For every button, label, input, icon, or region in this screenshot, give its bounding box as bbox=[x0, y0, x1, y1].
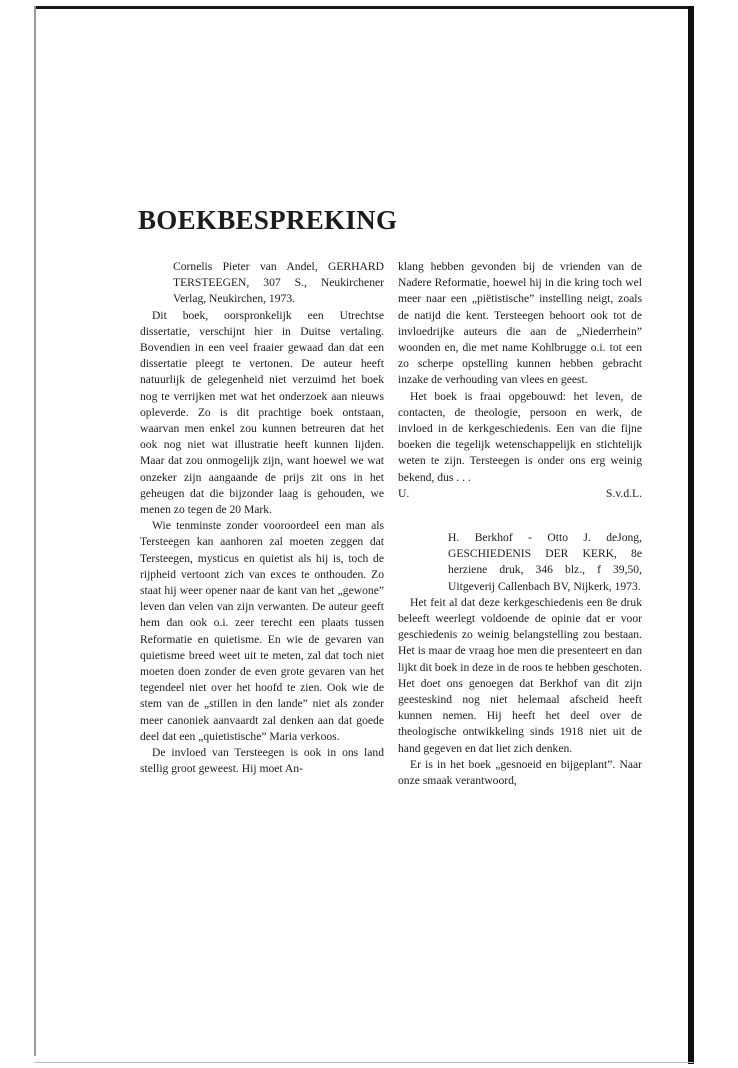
book-reference-kerkgeschiedenis: H. Berkhof - Otto J. deJong, GESCHIEDENIS DER KERK, 8e herziene druk, 346 blz., f 39,50, Uitgeverij Callenbach BV, Nijkerk, 1973. bbox=[448, 531, 642, 593]
page-border-bottom bbox=[34, 1062, 694, 1063]
review-paragraph: Er is in het boek „gesnoeid en bijgeplant”. Naar onze smaak verantwoord, bbox=[398, 757, 642, 788]
left-column bbox=[140, 259, 384, 778]
book-reference-tersteegen: Cornelis Pieter van Andel, GERHARD TERSTEEGEN, 307 S., Neukirchener Verlag, Neukirchen, 1973. bbox=[173, 260, 384, 306]
spacer bbox=[398, 502, 642, 530]
review-paragraph: klang hebben gevonden bij de vrienden van de Nadere Reformatie, hoewel hij in die kring toch wel meer naar een „piëtistische” instelling neigt, zoals de natijd die kent. Tersteegen behoort ook tot de invloedrijke auteurs die aan de „Niederrhein” woonden en, die met name Kohlbrugge o.i. tot een zo scherpe opstelling kunnen hebben gebracht inzake de verhouding van vlees en geest. bbox=[398, 260, 642, 387]
page-border-left bbox=[34, 6, 36, 1056]
review-paragraph: Dit boek, oorspronkelijk een Utrechtse dissertatie, verschijnt hier in Duitse vertaling. Bovendien in een veel fraaier gewaad dan dat een dissertatie pleegt te vertonen. De auteur heeft natuurlijk de gelegenheid niet verzuimd het boek nog te verrijken met wat het onderzoek aan nieuws opleverde. Zo is dit prachtige boek ontstaan, waarvan men enkel zou kunnen betreuren dat het ook nog niet wat illustratie heeft kunnen lijden. Maar dat zou onmogelijk zijn, want hoewel we wat onzeker zijn aangaande de prijs zit ons in het geheugen dat die bijzonder laag is gehouden, we menen zo tegen de 20 Mark. bbox=[140, 308, 384, 517]
review-paragraph: Het feit al dat deze kerkgeschiedenis een 8e druk beleeft weerlegt voldoende de opinie dat er voor geschiedenis zo weinig belangstelling zou bestaan. Het is maar de vraag hoe men die presenteert en dan lijkt dit boek in deze in de roos te hebben geschoten. Het doet ons genoegen dat Berkhof van dit zijn geesteskind nog niet helemaal afscheid heeft kunnen nemen. Hij heeft het deel over de theologische ontwikkeling sinds 1918 niet uit de hand gegeven en dat liet zich denken. bbox=[398, 595, 642, 755]
right-column bbox=[398, 259, 642, 789]
page-heading: BOEKBESPREKING bbox=[138, 205, 398, 235]
signature-initial: U. bbox=[398, 486, 410, 500]
review-paragraph: Wie tenminste zonder vooroordeel een man als Tersteegen kan aanhoren zal moeten zeggen dat Tersteegen, mysticus en quietist als hij is, toch de rijpheid vertoont zich van exces te onthouden. Zo staat hij weer opener naar de kant van het „gewone” leven dan velen van zijn verwanten. De auteur geeft hem dan ook o.i. zeer terecht een plaats tussen Reformatie en quietisme. En wie de gevaren van quietisme breed weet uit te meten, zal dat toch niet moeten doen zonder de even grote gevaren van het tegendeel niet over het hoofd te zien. Ook wie de stem van de „stillen in den lande” niet als zonder meer canoniek aanvaardt zal denken aan dat goede deel dat een „quietistische” Maria verkoos. bbox=[140, 519, 384, 743]
page-border-right bbox=[688, 6, 694, 1064]
review-paragraph: De invloed van Tersteegen is ook in ons land stellig groot geweest. Hij moet An- bbox=[140, 746, 384, 776]
page-border-top bbox=[34, 6, 690, 9]
review-signature bbox=[398, 486, 642, 502]
signature-author: S.v.d.L. bbox=[606, 486, 642, 500]
review-paragraph: Het boek is fraai opgebouwd: het leven, de contacten, de theologie, persoon en werk, de invloed in de kerkgeschiedenis. Een van die fijne boeken die tegelijk wetenschappelijk en stichtelijk weten te zijn. Tersteegen is onder ons erg weinig bekend, dus . . . bbox=[398, 389, 642, 484]
